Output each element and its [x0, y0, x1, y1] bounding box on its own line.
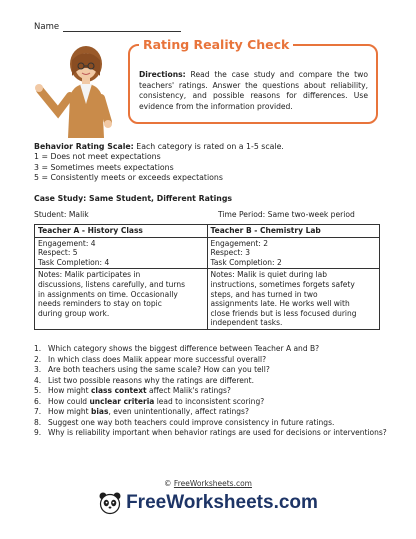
question-part: , even unintentionally, affect ratings? — [108, 407, 249, 416]
question-item — [34, 365, 390, 376]
scale-heading: Behavior Rating Scale: — [34, 142, 134, 151]
question-number: 6. — [34, 396, 42, 406]
question-item — [34, 344, 390, 355]
ratings-table — [34, 224, 380, 330]
question-keyword: unclear criteria — [89, 396, 155, 406]
directions-text — [139, 70, 368, 112]
question-item — [34, 407, 390, 418]
panda-logo-icon — [98, 491, 122, 515]
question-part: Suggest one way both teachers could improve consistency in future ratings. — [48, 417, 335, 427]
question-number: 5. — [34, 386, 42, 395]
question-item — [34, 418, 390, 429]
rating-line: Task Completion: 4 — [38, 257, 110, 267]
question-part: List two possible reasons why the ratings are different. — [48, 375, 254, 385]
question-number: 3. — [34, 365, 42, 374]
question-keyword: class context — [90, 386, 147, 395]
question-text — [48, 386, 231, 397]
question-item — [34, 355, 390, 366]
question-part: How could — [48, 396, 90, 406]
question-text — [48, 428, 387, 439]
question-part: affect Malik's ratings? — [146, 386, 231, 395]
worksheet-title: Rating Reality Check — [139, 37, 293, 52]
question-text — [48, 397, 264, 408]
table-row — [35, 237, 380, 269]
note-line: close friends but is less focused during — [210, 308, 357, 318]
directions-callout — [128, 37, 378, 124]
question-number: 7. — [34, 407, 42, 416]
logo-text: FreeWorksheets.com — [126, 492, 318, 513]
note-line: in assignments on time. Occasionally — [38, 289, 178, 299]
question-text — [48, 418, 334, 429]
question-keyword: bias — [90, 407, 109, 416]
rating-line: Task Completion: 2 — [210, 257, 282, 267]
teacher-a-notes — [35, 269, 208, 330]
directions-label: Directions: — [139, 70, 186, 79]
scale-item: 3 = Sometimes meets expectations — [34, 162, 174, 172]
question-part: Why is reliability important when behavior ratings are used for decisions or interventions? — [48, 428, 387, 437]
question-text — [48, 344, 319, 355]
note-line: Notes: Malik is quiet during lab — [210, 270, 327, 280]
question-part: How might — [48, 386, 91, 395]
teacher-a-ratings — [35, 237, 208, 269]
note-line: needs reminders to stay on topic — [38, 299, 162, 309]
question-text — [48, 365, 270, 376]
time-period: Time Period: Same two-week period — [218, 210, 355, 219]
teacher-b-notes — [207, 269, 380, 330]
question-part: Which category shows the biggest difference between Teacher A and B? — [48, 344, 320, 353]
name-label: Name — [34, 22, 60, 32]
rating-line: Respect: 5 — [38, 248, 78, 258]
question-text — [48, 355, 266, 366]
question-text — [48, 407, 249, 418]
note-line: instructions, sometimes forgets safety — [210, 279, 355, 289]
question-part: Are both teachers using the same scale? How can you tell? — [48, 365, 270, 374]
rating-line: Respect: 3 — [210, 248, 251, 258]
copyright-symbol: © — [164, 479, 172, 488]
question-number: 1. — [34, 344, 42, 353]
rating-line: Engagement: 4 — [38, 238, 96, 248]
question-number: 2. — [34, 354, 42, 364]
scale-item: 1 = Does not meet expectations — [34, 152, 161, 162]
question-part: lead to inconsistent scoring? — [154, 396, 265, 406]
question-number: 9. — [34, 428, 42, 437]
table-row — [35, 269, 380, 330]
note-line: discussions, listens carefully, and turns — [38, 279, 186, 289]
note-line: independent tasks. — [210, 318, 283, 328]
question-part: In which class does Malik appear more successful overall? — [48, 354, 267, 364]
question-item — [34, 428, 390, 439]
note-line: Notes: Malik participates in — [38, 270, 141, 280]
question-item — [34, 376, 390, 387]
question-list — [34, 344, 390, 439]
footer-logo — [0, 491, 416, 519]
question-item — [34, 397, 390, 408]
scale-intro: Each category is rated on a 1-5 scale. — [133, 142, 284, 151]
case-study-title: Case Study: Same Student, Different Ratings — [34, 194, 233, 203]
teacher-b-header: Teacher B - Chemistry Lab — [207, 225, 380, 238]
note-line: during group work. — [38, 308, 110, 318]
teacher-a-header: Teacher A - History Class — [35, 225, 208, 238]
footer-copyright — [0, 479, 416, 488]
question-part: How might — [48, 407, 91, 416]
note-line: steps, and has turned in two — [210, 289, 318, 299]
directions-body: Read the case study and compare the two teachers' ratings. Answer the questions about reliability, consistency, and possible reasons for differences. Use evidence from the information provided. — [139, 70, 368, 111]
question-text — [48, 376, 254, 387]
note-line: assignments late. He works well with — [210, 299, 350, 309]
teacher-b-ratings — [207, 237, 380, 269]
scale-item: 5 = Consistently meets or exceeds expectations — [34, 173, 223, 183]
table-header-row — [35, 225, 380, 238]
name-row — [34, 22, 181, 32]
site-link[interactable]: FreeWorksheets.com — [173, 479, 252, 488]
rating-line: Engagement: 2 — [210, 238, 269, 248]
question-item — [34, 386, 390, 397]
question-number: 8. — [34, 417, 42, 427]
question-number: 4. — [34, 375, 42, 385]
rating-scale — [34, 142, 284, 184]
name-line[interactable] — [63, 23, 181, 32]
student-name: Student: Malik — [34, 210, 89, 219]
